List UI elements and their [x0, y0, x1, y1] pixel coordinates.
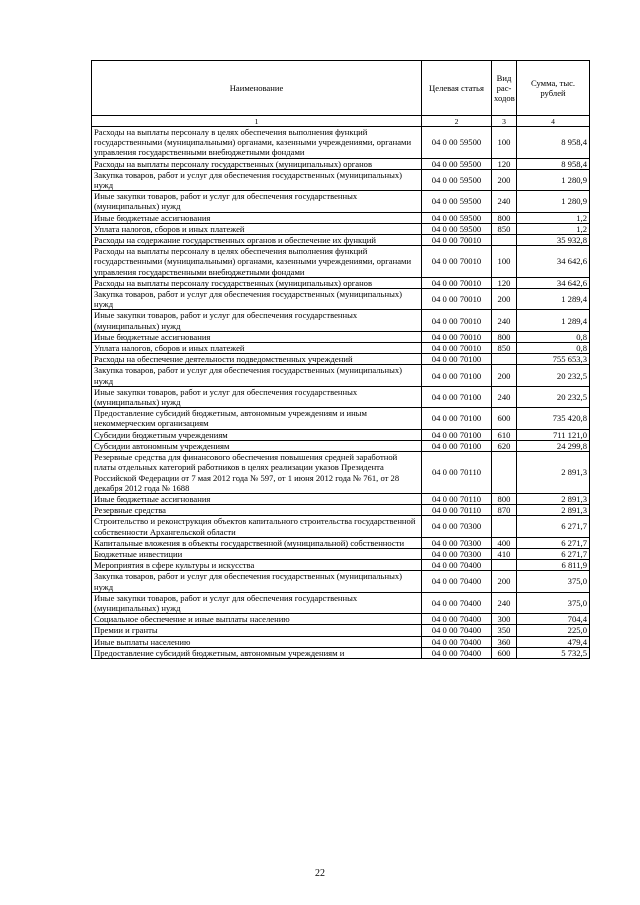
cell-code: 04 0 00 70010	[422, 246, 492, 278]
cell-sum: 704,4	[517, 614, 590, 625]
cell-kind: 800	[492, 493, 517, 504]
cell-name: Субсидии бюджетным учреждениям	[92, 429, 422, 440]
table-row	[92, 246, 590, 278]
cell-code: 04 0 00 70010	[422, 331, 492, 342]
cell-code: 04 0 00 70300	[422, 548, 492, 559]
table-row	[92, 310, 590, 331]
cell-name: Иные закупки товаров, работ и услуг для обеспечения государственных (муниципальных) нужд	[92, 310, 422, 331]
table-row	[92, 636, 590, 647]
cell-sum: 0,8	[517, 343, 590, 354]
header-name: Наименование	[92, 61, 422, 116]
cell-name: Иные выплаты населению	[92, 636, 422, 647]
table-row	[92, 560, 590, 571]
cell-sum: 375,0	[517, 571, 590, 592]
cell-name: Расходы на выплаты персоналу государственных (муниципальных) органов	[92, 277, 422, 288]
cell-code: 04 0 00 70010	[422, 289, 492, 310]
cell-sum: 1 280,9	[517, 191, 590, 212]
cell-kind: 800	[492, 212, 517, 223]
cell-kind	[492, 235, 517, 246]
cell-name: Расходы на содержание государственных органов и обеспечение их функций	[92, 235, 422, 246]
cell-name: Иные закупки товаров, работ и услуг для обеспечения государственных (муниципальных) нужд	[92, 386, 422, 407]
table-row	[92, 127, 590, 159]
cell-code: 04 0 00 70300	[422, 516, 492, 537]
cell-name: Расходы на выплаты персоналу в целях обеспечения выполнения функций государственными (муниципальными) органами, казенными учреждениями, органами управления государственными внебюджетными фондами	[92, 127, 422, 159]
table-row	[92, 537, 590, 548]
cell-name: Предоставление субсидий бюджетным, автономным учреждениям и иным некоммерческим организациям	[92, 408, 422, 429]
cell-code: 04 0 00 70010	[422, 277, 492, 288]
cell-sum: 1,2	[517, 223, 590, 234]
table-row	[92, 625, 590, 636]
cell-code: 04 0 00 70400	[422, 614, 492, 625]
header-sum: Сумма, тыс. рублей	[517, 61, 590, 116]
cell-name: Закупка товаров, работ и услуг для обеспечения государственных (муниципальных) нужд	[92, 571, 422, 592]
cell-sum: 6 271,7	[517, 537, 590, 548]
cell-sum: 34 642,6	[517, 246, 590, 278]
cell-code: 04 0 00 70010	[422, 235, 492, 246]
cell-sum: 2 891,3	[517, 505, 590, 516]
table-row	[92, 331, 590, 342]
cell-name: Иные бюджетные ассигнования	[92, 212, 422, 223]
cell-kind: 360	[492, 636, 517, 647]
cell-sum: 20 232,5	[517, 365, 590, 386]
cell-kind	[492, 354, 517, 365]
cell-sum: 1 280,9	[517, 169, 590, 190]
header-kind: Вид рас-ходов	[492, 61, 517, 116]
cell-sum: 8 958,4	[517, 158, 590, 169]
cell-sum: 6 271,7	[517, 516, 590, 537]
cell-code: 04 0 00 70400	[422, 560, 492, 571]
cell-name: Предоставление субсидий бюджетным, автономным учреждениям и	[92, 647, 422, 658]
cell-sum: 479,4	[517, 636, 590, 647]
cell-name: Иные бюджетные ассигнования	[92, 493, 422, 504]
cell-kind: 850	[492, 343, 517, 354]
cell-sum: 6 271,7	[517, 548, 590, 559]
cell-name: Мероприятия в сфере культуры и искусства	[92, 560, 422, 571]
cell-name: Закупка товаров, работ и услуг для обеспечения государственных (муниципальных) нужд	[92, 289, 422, 310]
column-number: 3	[492, 116, 517, 127]
column-numbers-row	[92, 116, 590, 127]
cell-name: Закупка товаров, работ и услуг для обеспечения государственных (муниципальных) нужд	[92, 169, 422, 190]
cell-kind: 200	[492, 289, 517, 310]
cell-code: 04 0 00 70400	[422, 592, 492, 613]
column-number: 1	[92, 116, 422, 127]
cell-kind: 870	[492, 505, 517, 516]
cell-code: 04 0 00 70100	[422, 386, 492, 407]
header-code: Целевая статья	[422, 61, 492, 116]
cell-sum: 225,0	[517, 625, 590, 636]
cell-kind: 400	[492, 537, 517, 548]
cell-code: 04 0 00 59500	[422, 169, 492, 190]
cell-code: 04 0 00 70100	[422, 408, 492, 429]
cell-name: Расходы на обеспечение деятельности подведомственных учреждений	[92, 354, 422, 365]
cell-sum: 2 891,3	[517, 452, 590, 494]
cell-kind: 100	[492, 127, 517, 159]
cell-name: Уплата налогов, сборов и иных платежей	[92, 343, 422, 354]
table-row	[92, 440, 590, 451]
cell-sum: 1,2	[517, 212, 590, 223]
cell-code: 04 0 00 59500	[422, 158, 492, 169]
table-row	[92, 429, 590, 440]
cell-code: 04 0 00 70100	[422, 429, 492, 440]
cell-name: Иные бюджетные ассигнования	[92, 331, 422, 342]
cell-code: 04 0 00 59500	[422, 223, 492, 234]
cell-code: 04 0 00 70400	[422, 625, 492, 636]
cell-name: Социальное обеспечение и иные выплаты населению	[92, 614, 422, 625]
cell-sum: 6 811,9	[517, 560, 590, 571]
cell-name: Расходы на выплаты персоналу в целях обеспечения выполнения функций государственными (муниципальными) органами, казенными учреждениями, органами управления государственными внебюджетными фондами	[92, 246, 422, 278]
cell-code: 04 0 00 70010	[422, 343, 492, 354]
table-row	[92, 212, 590, 223]
cell-kind: 610	[492, 429, 517, 440]
cell-name: Резервные средства	[92, 505, 422, 516]
cell-sum: 735 420,8	[517, 408, 590, 429]
cell-kind: 300	[492, 614, 517, 625]
table-row	[92, 452, 590, 494]
cell-sum: 375,0	[517, 592, 590, 613]
table-row	[92, 365, 590, 386]
table-row	[92, 647, 590, 658]
cell-code: 04 0 00 70400	[422, 636, 492, 647]
cell-kind: 850	[492, 223, 517, 234]
cell-code: 04 0 00 70010	[422, 310, 492, 331]
cell-code: 04 0 00 59500	[422, 191, 492, 212]
cell-kind: 240	[492, 310, 517, 331]
cell-code: 04 0 00 70400	[422, 571, 492, 592]
cell-sum: 755 653,3	[517, 354, 590, 365]
cell-kind: 600	[492, 408, 517, 429]
cell-sum: 34 642,6	[517, 277, 590, 288]
table-row	[92, 343, 590, 354]
cell-name: Строительство и реконструкция объектов капитального строительства государственной собственности Архангельской области	[92, 516, 422, 537]
column-number: 4	[517, 116, 590, 127]
table-row	[92, 169, 590, 190]
cell-name: Бюджетные инвестиции	[92, 548, 422, 559]
cell-kind: 800	[492, 331, 517, 342]
cell-code: 04 0 00 70400	[422, 647, 492, 658]
cell-kind	[492, 560, 517, 571]
cell-code: 04 0 00 70110	[422, 452, 492, 494]
column-number: 2	[422, 116, 492, 127]
cell-sum: 8 958,4	[517, 127, 590, 159]
table-row	[92, 408, 590, 429]
budget-table	[91, 60, 590, 659]
cell-kind: 620	[492, 440, 517, 451]
table-row	[92, 158, 590, 169]
cell-sum: 2 891,3	[517, 493, 590, 504]
page-number: 22	[315, 868, 325, 879]
cell-sum: 24 299,8	[517, 440, 590, 451]
cell-name: Субсидии автономным учреждениям	[92, 440, 422, 451]
cell-kind: 200	[492, 169, 517, 190]
cell-kind: 120	[492, 277, 517, 288]
cell-sum: 35 932,8	[517, 235, 590, 246]
table-row	[92, 516, 590, 537]
cell-code: 04 0 00 70300	[422, 537, 492, 548]
cell-name: Иные закупки товаров, работ и услуг для обеспечения государственных (муниципальных) нужд	[92, 592, 422, 613]
cell-name: Иные закупки товаров, работ и услуг для обеспечения государственных (муниципальных) нужд	[92, 191, 422, 212]
cell-kind	[492, 452, 517, 494]
cell-kind: 410	[492, 548, 517, 559]
table-row	[92, 493, 590, 504]
cell-sum: 5 732,5	[517, 647, 590, 658]
cell-kind	[492, 516, 517, 537]
table-row	[92, 614, 590, 625]
table-row	[92, 548, 590, 559]
cell-kind: 240	[492, 592, 517, 613]
cell-sum: 711 121,0	[517, 429, 590, 440]
cell-name: Премии и гранты	[92, 625, 422, 636]
cell-code: 04 0 00 70100	[422, 354, 492, 365]
cell-name: Резервные средства для финансового обеспечения повышения средней заработной платы отдельных категорий работников в целях реализации указов Президента Российской Федерации от 7 мая 2012 года № 597, от 1 июня 2012 года № 761, от 28 декабря 2012 года № 1688	[92, 452, 422, 494]
table-row	[92, 505, 590, 516]
cell-kind: 350	[492, 625, 517, 636]
table-row	[92, 571, 590, 592]
cell-code: 04 0 00 70100	[422, 365, 492, 386]
cell-name: Расходы на выплаты персоналу государственных (муниципальных) органов	[92, 158, 422, 169]
cell-code: 04 0 00 70100	[422, 440, 492, 451]
cell-kind: 200	[492, 365, 517, 386]
table-row	[92, 223, 590, 234]
table-row	[92, 277, 590, 288]
cell-sum: 1 289,4	[517, 289, 590, 310]
table-row	[92, 191, 590, 212]
cell-kind: 120	[492, 158, 517, 169]
table-row	[92, 235, 590, 246]
cell-kind: 240	[492, 191, 517, 212]
table-row	[92, 289, 590, 310]
cell-sum: 20 232,5	[517, 386, 590, 407]
cell-kind: 240	[492, 386, 517, 407]
cell-kind: 600	[492, 647, 517, 658]
header-row	[92, 61, 590, 116]
cell-code: 04 0 00 70110	[422, 493, 492, 504]
cell-kind: 200	[492, 571, 517, 592]
cell-code: 04 0 00 59500	[422, 127, 492, 159]
cell-code: 04 0 00 70110	[422, 505, 492, 516]
cell-sum: 1 289,4	[517, 310, 590, 331]
cell-sum: 0,8	[517, 331, 590, 342]
cell-name: Закупка товаров, работ и услуг для обеспечения государственных (муниципальных) нужд	[92, 365, 422, 386]
cell-name: Уплата налогов, сборов и иных платежей	[92, 223, 422, 234]
cell-name: Капитальные вложения в объекты государственной (муниципальной) собственности	[92, 537, 422, 548]
cell-code: 04 0 00 59500	[422, 212, 492, 223]
cell-kind: 100	[492, 246, 517, 278]
table-row	[92, 386, 590, 407]
table-row	[92, 354, 590, 365]
table-row	[92, 592, 590, 613]
